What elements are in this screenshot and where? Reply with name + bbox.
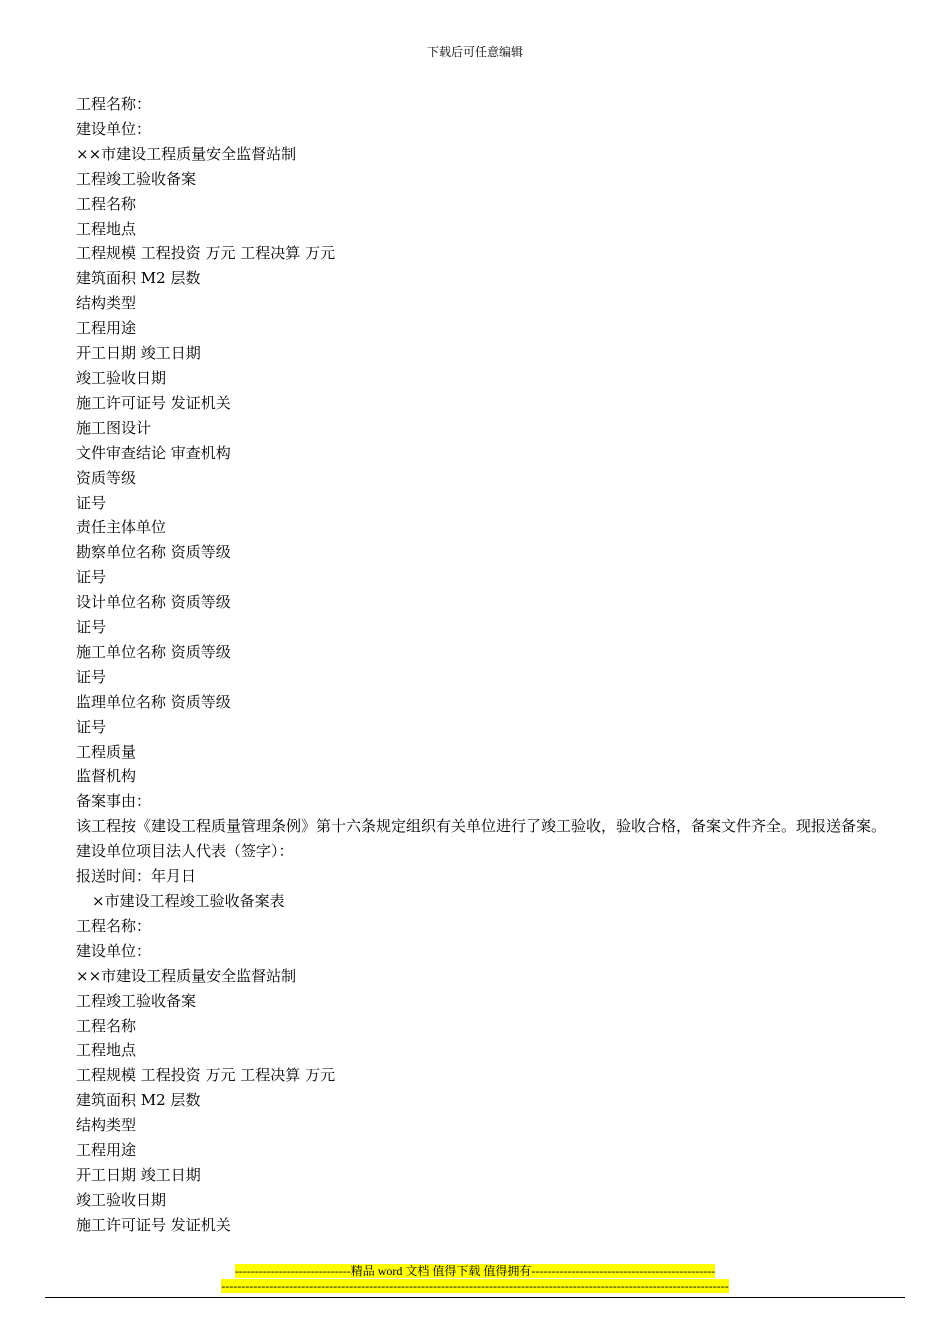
text-line: 工程规模 工程投资 万元 工程决算 万元 [76,1066,336,1085]
text-line: 工程用途 [76,319,137,338]
text-line: 工程名称 [76,1016,137,1035]
text-line: 建设单位： [76,941,152,960]
text-line: 工程名称： [76,916,152,935]
text-line: 开工日期 竣工日期 [76,344,201,363]
text-line: 监理单位名称 资质等级 [76,692,231,711]
text-line: 工程规模 工程投资 万元 工程决算 万元 [76,244,336,263]
text-line: 工程地点 [76,1041,137,1060]
text-line: 施工单位名称 资质等级 [76,642,231,661]
text-line: 工程地点 [76,219,137,238]
text-line: 结构类型 [76,294,137,313]
text-line: 施工图设计 [76,418,152,437]
bottom-rule [45,1297,905,1298]
text-line: ××市建设工程质量安全监督站制 [76,966,297,985]
text-line: 建设单位项目法人代表（签字）： [76,842,294,861]
text-line: 建设单位： [76,119,152,138]
text-line: ××市建设工程质量安全监督站制 [76,144,297,163]
footer-banner-text: -----------------------------精品 word 文档 值得下载 值得拥有---------------------------------------------- [234,1264,716,1278]
text-line: 工程竣工验收备案 [76,169,197,188]
page-header [0,44,950,60]
text-line: 施工许可证号 发证机关 [76,393,231,412]
text-line: 工程质量 [76,742,137,761]
footer-dash-line [0,1279,950,1294]
text-line: 工程竣工验收备案 [76,991,197,1010]
text-line: 结构类型 [76,1116,137,1135]
text-line: 报送时间：年月日 [76,867,197,886]
text-line: 工程用途 [76,1141,137,1160]
text-line: 证号 [76,717,107,736]
filing-reason-paragraph: 该工程按《建设工程质量管理条例》第十六条规定组织有关单位进行了竣工验收，验收合格，备案文件齐全。现报送备案。 [76,817,887,836]
text-line: 竣工验收日期 [76,368,167,387]
text-line: 证号 [76,618,107,637]
text-line: 证号 [76,568,107,587]
footer-dash-text: ------------------------------------------------------------------------------------------------------------------------------- [221,1279,729,1293]
text-line: 文件审查结论 审查机构 [76,443,231,462]
text-line: 建筑面积 M2 层数 [76,1091,201,1110]
text-line: 证号 [76,493,107,512]
document-body [46,92,906,1238]
header-text: 下载后可任意编辑 [426,45,523,59]
text-line: 工程名称： [76,95,152,113]
form-title: ×市建设工程竣工验收备案表 [92,892,285,910]
text-line: 备案事由： [76,792,152,811]
text-line: 设计单位名称 资质等级 [76,593,231,612]
footer-banner [0,1264,950,1279]
text-line: 施工许可证号 发证机关 [76,1215,231,1234]
text-line: 建筑面积 M2 层数 [76,269,201,288]
text-line: 开工日期 竣工日期 [76,1165,201,1184]
text-line: 工程名称 [76,194,137,213]
text-line: 责任主体单位 [76,518,167,537]
text-line: 证号 [76,667,107,686]
text-line: 资质等级 [76,468,137,487]
text-line: 监督机构 [76,767,137,786]
text-line: 勘察单位名称 资质等级 [76,543,231,562]
text-line: 竣工验收日期 [76,1190,167,1209]
